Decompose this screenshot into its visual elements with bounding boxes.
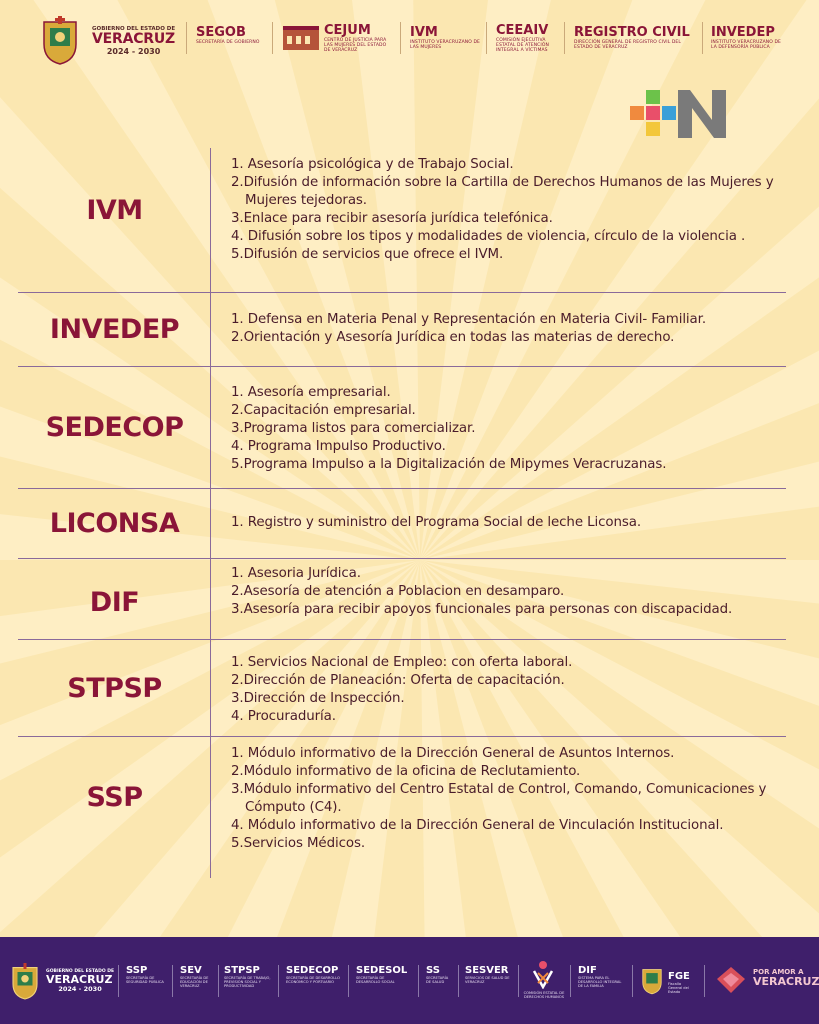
invedep-logo — [711, 26, 783, 50]
row-items — [231, 156, 786, 264]
ivm-logo — [410, 26, 480, 50]
list-item: 4. Programa Impulso Productivo. — [231, 439, 446, 454]
gobierno-name: VERACRUZ — [92, 31, 175, 47]
footer-stpsp-name: STPSP — [224, 965, 260, 976]
ceeaiv-sub: COMISIÓN EJECUTIVA ESTATAL DE ATENCIÓN INTEGRAL A VÍCTIMAS — [496, 38, 549, 53]
footer-logos — [0, 937, 819, 1024]
gobierno-small: GOBIERNO DEL ESTADO DE — [92, 26, 176, 32]
footer-ss-sub: SECRETARÍA DE SALUD — [426, 976, 449, 984]
list-item: 2.Módulo informativo de la oficina de Reclutamiento. — [231, 764, 581, 779]
fge-shield-icon — [640, 965, 664, 995]
footer-slogan-bottom: VERACRUZ — [753, 975, 819, 988]
list-item: 1. Asesoría empresarial. — [231, 385, 391, 400]
list-item: 1. Servicios Nacional de Empleo: con oferta laboral. — [231, 655, 573, 670]
amor-veracruz-icon — [713, 963, 749, 995]
row-items — [231, 514, 786, 532]
list-item: 1. Registro y suministro del Programa Social de leche Liconsa. — [231, 515, 641, 530]
footer-slogan-top: POR AMOR A — [753, 968, 804, 976]
invedep-sub: INSTITUTO VERACRUZANO DE LA DEFENSORÍA PÚBLICA — [711, 40, 781, 50]
segob-logo — [196, 26, 260, 45]
row-label: SEDECOP — [45, 412, 184, 443]
footer-ss-name: SS — [426, 965, 440, 976]
footer-sev-sub: SECRETARÍA DE EDUCACIÓN DE VERACRUZ — [180, 976, 209, 988]
row-label: INVEDEP — [49, 314, 180, 345]
row-label: SSP — [86, 782, 143, 813]
gobierno-years: 2024 - 2030 — [106, 47, 161, 56]
segob-sub: SECRETARÍA DE GOBIERNO — [196, 40, 260, 45]
registro-civil-logo — [574, 26, 694, 50]
footer-dif-name: DIF — [578, 965, 597, 976]
footer-sedecop-logo — [286, 965, 342, 984]
ivm-name: IVM — [410, 25, 438, 40]
header-logos — [0, 0, 819, 80]
row-items — [231, 745, 786, 853]
list-item: 2.Asesoría de atención a Poblacion en desamparo. — [231, 584, 565, 599]
footer-sev-logo — [180, 965, 216, 988]
registro-civil-sub: DIRECCIÓN GENERAL DE REGISTRO CIVIL DEL ESTADO DE VERACRUZ — [574, 40, 681, 50]
row-label: LICONSA — [49, 508, 180, 539]
list-item: 4. Difusión sobre los tipos y modalidades de violencia, círculo de la violencia . — [231, 229, 746, 244]
footer-sedecop-sub: SECRETARÍA DE DESARROLLO ECONÓMICO Y PORTUARIO — [286, 976, 340, 984]
list-item: 3.Asesoría para recibir apoyos funcionales para personas con discapacidad. — [231, 602, 733, 617]
table-row-sedecop — [18, 367, 786, 488]
gobierno-veracruz-logo — [92, 26, 175, 56]
veracruz-shield-logo — [10, 961, 40, 1001]
footer-sedesol-sub: SECRETARÍA DE DESARROLLO SOCIAL — [356, 976, 395, 984]
footer-sesver-sub: SERVICIOS DE SALUD DE VERACRUZ — [465, 976, 510, 984]
list-item: 1. Asesoría psicológica y de Trabajo Social. — [231, 157, 514, 172]
cejum-logo — [324, 24, 388, 53]
footer-gobierno-years: 2024 - 2030 — [58, 985, 102, 993]
footer-fge-sub: Fiscalía General del Estado — [668, 982, 689, 994]
segob-name: SEGOB — [196, 25, 246, 40]
footer-cedh-sub: COMISIÓN ESTATAL DE DERECHOS HUMANOS — [523, 991, 565, 999]
table-row-dif — [18, 559, 786, 639]
list-item: 3.Enlace para recibir asesoría jurídica telefónica. — [231, 211, 553, 226]
footer-ssp-sub: SECRETARÍA DE SEGURIDAD PÚBLICA — [126, 976, 164, 984]
list-item: 3.Dirección de Inspección. — [231, 691, 405, 706]
footer-sedesol-logo — [356, 965, 407, 984]
cejum-sub: CENTRO DE JUSTICIA PARA LAS MUJERES DEL ESTADO DE VERACRUZ — [324, 38, 387, 53]
list-item: 2.Orientación y Asesoría Jurídica en todas las materias de derecho. — [231, 330, 675, 345]
cedh-figure-icon — [528, 959, 558, 989]
list-item: 4. Procuraduría. — [231, 709, 336, 724]
row-label: STPSP — [67, 672, 162, 704]
list-item: 2.Capacitación empresarial. — [231, 403, 416, 418]
table-row-ivm — [18, 148, 786, 292]
footer-gobierno-small: GOBIERNO DEL ESTADO DE — [46, 969, 115, 974]
cejum-building-icon — [283, 26, 319, 50]
table-row-stpsp — [18, 640, 786, 736]
footer-sesver-logo — [465, 965, 511, 984]
footer-stpsp-logo — [224, 965, 274, 988]
footer-fge-name: FGE — [668, 971, 690, 982]
footer-sedecop-name: SEDECOP — [286, 965, 339, 976]
ceeaiv-logo — [496, 24, 558, 53]
list-item: 3.Módulo informativo del Centro Estatal de Control, Comando, Comunicaciones y Cómputo (C4). — [231, 782, 767, 815]
row-label: DIF — [89, 586, 140, 618]
list-item: 5.Difusión de servicios que ofrece el IVM. — [231, 247, 504, 262]
invedep-name: INVEDEP — [711, 25, 775, 40]
row-items — [231, 565, 786, 619]
list-item: 3.Programa listos para comercializar. — [231, 421, 476, 436]
footer-ssp-name: SSP — [126, 965, 148, 976]
footer-dif-sub: SISTEMA PARA EL DESARROLLO INTEGRAL DE LA FAMILIA — [578, 976, 622, 988]
footer-sev-name: SEV — [180, 965, 202, 976]
footer-gobierno-name: VERACRUZ — [46, 973, 113, 986]
table-row-ssp — [18, 737, 786, 878]
footer-slogan — [753, 968, 819, 988]
footer-gobierno-logo — [46, 969, 114, 993]
list-item: 1. Módulo informativo de la Dirección General de Asuntos Internos. — [231, 746, 675, 761]
list-item: 5.Programa Impulso a la Digitalización de Mipymes Veracruzanas. — [231, 457, 667, 472]
veracruz-shield-logo — [40, 14, 80, 66]
list-item: 2.Dirección de Planeación: Oferta de capacitación. — [231, 673, 565, 688]
row-items — [231, 384, 786, 474]
list-item: 4. Módulo informativo de la Dirección General de Vinculación Institucional. — [231, 818, 724, 833]
footer-sesver-name: SESVER — [465, 965, 509, 976]
list-item: 5.Servicios Médicos. — [231, 836, 365, 851]
ceeaiv-name: CEEAIV — [496, 23, 549, 38]
ivm-sub: INSTITUTO VERACRUZANO DE LAS MUJERES — [410, 40, 480, 50]
footer-sedesol-name: SEDESOL — [356, 965, 408, 976]
footer-fge-logo — [668, 971, 692, 994]
table-row-liconsa — [18, 489, 786, 558]
footer-ssp-logo — [126, 965, 166, 984]
footer-cedh-logo — [522, 991, 566, 999]
plus-n-logo — [628, 88, 728, 140]
footer-stpsp-sub: SECRETARÍA DE TRABAJO, PREVISIÓN SOCIAL Y PRODUCTIVIDAD — [224, 976, 271, 988]
footer-dif-logo — [578, 965, 626, 988]
cejum-name: CEJUM — [324, 23, 371, 38]
list-item: 2.Difusión de información sobre la Cartilla de Derechos Humanos de las Mujeres y Mujeres tejedoras. — [231, 175, 774, 208]
list-item: 1. Asesoria Jurídica. — [231, 566, 361, 581]
footer-ss-logo — [426, 965, 452, 984]
list-item: 1. Defensa en Materia Penal y Representación en Materia Civil- Familiar. — [231, 312, 706, 327]
registro-civil-name: REGISTRO CIVIL — [574, 25, 690, 40]
table-row-invedep — [18, 293, 786, 366]
row-items — [231, 311, 786, 347]
row-label: IVM — [86, 194, 143, 226]
row-items — [231, 654, 786, 726]
